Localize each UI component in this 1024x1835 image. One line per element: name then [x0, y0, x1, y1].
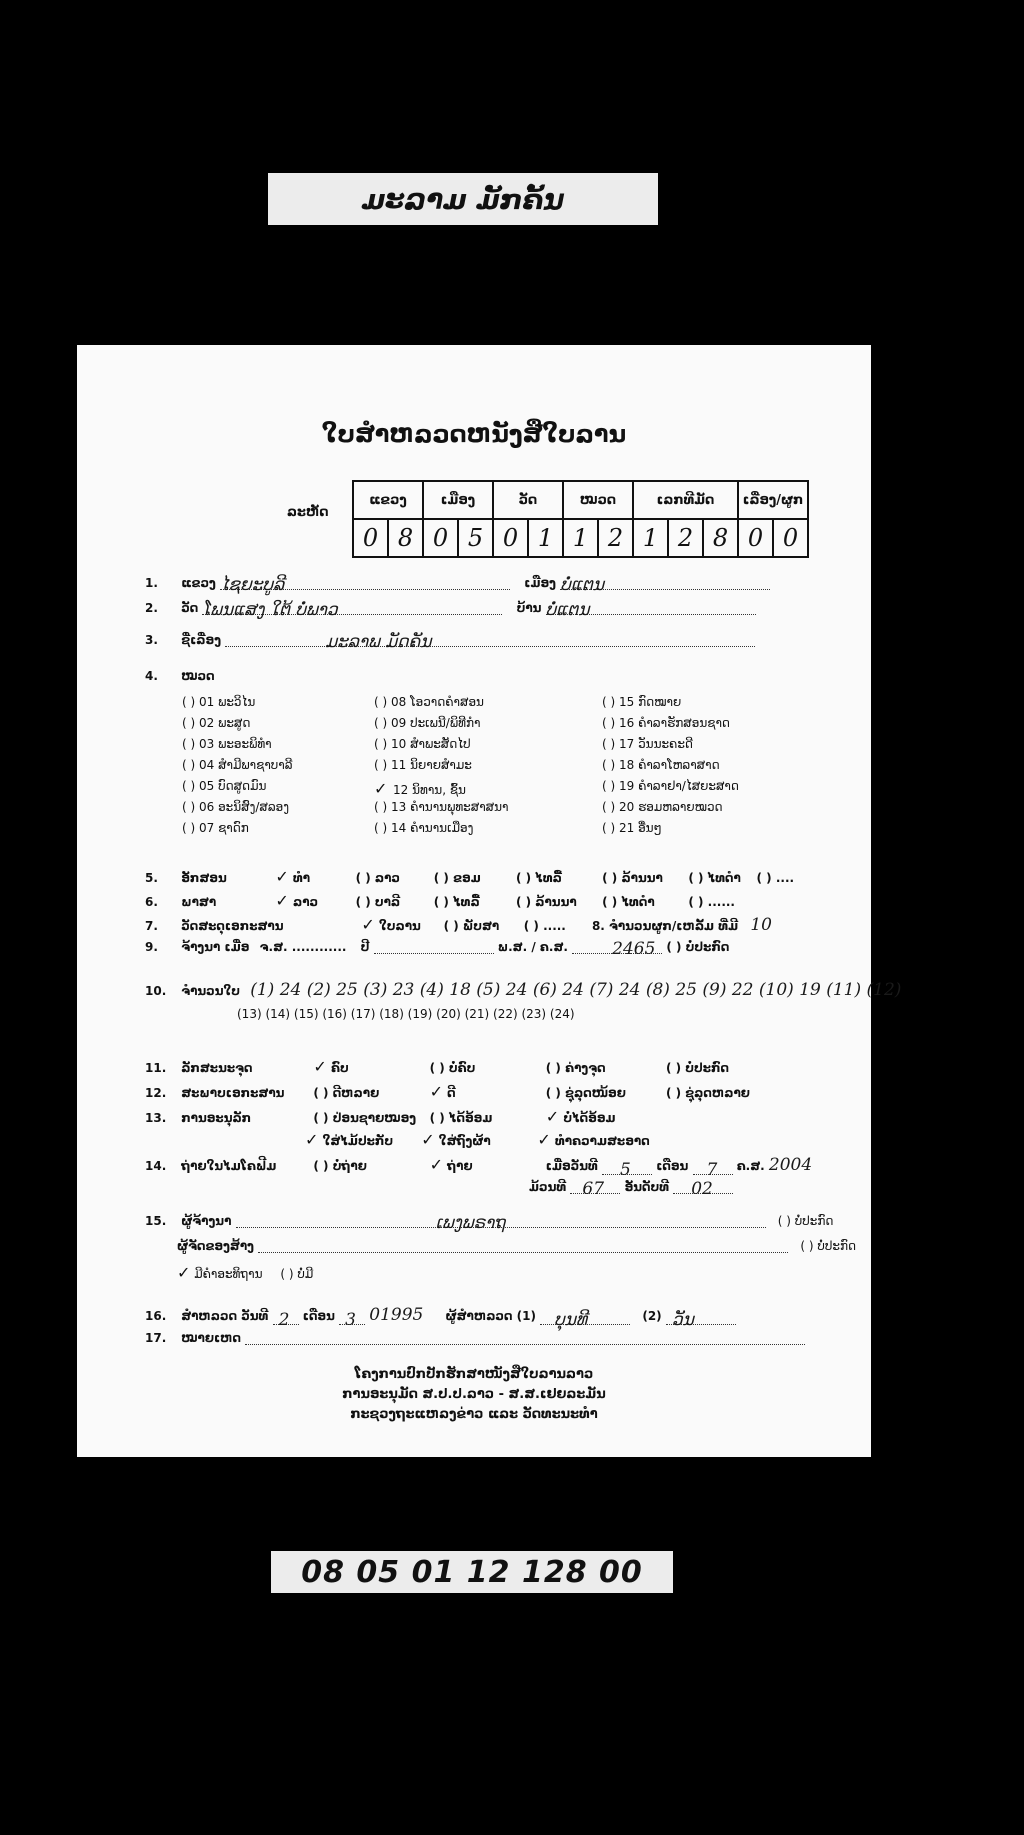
category-option — [182, 758, 293, 772]
code-digit: 0 — [423, 519, 458, 557]
check-mark-icon: ✓ — [313, 1057, 327, 1076]
bundle-count-value: 10 — [750, 915, 772, 935]
row-sponsor: 15. ຜູ້ຈ້າງນາ ເພງພຣາຖ ( ) ບໍ່ປະກົດ — [145, 1213, 834, 1233]
category-option-label: ( ) 08 ໂອວາດຄຳສອນ — [374, 695, 484, 709]
script-option: ( ) ລາວ — [355, 871, 400, 885]
check-mark-icon: ✓ — [545, 1107, 560, 1126]
creation-label: ຈ້າງນາ ເມື່ອ — [181, 940, 250, 954]
condition-option: ( ) ດີຫລາຍ — [313, 1086, 380, 1100]
form-title: ໃບສຳຫລວດຫນັງສືໃບລານ — [321, 420, 627, 448]
conservation-option: ບໍ່ໄດ້ອ້ອມ — [563, 1111, 616, 1125]
row-remarks: 17. ໝາຍເຫດ — [145, 1330, 805, 1345]
sponsor-value: ເພງພຣາຖ — [435, 1213, 506, 1233]
script-option: ທຳ — [292, 871, 311, 885]
top-title-label: ມະລາມ ມັກຄັ້ນ — [268, 173, 658, 225]
script-option: ( ) ລ້ານນາ — [602, 871, 663, 885]
footer-line: ການອະນຸມັດ ສ.ປ.ປ.ລາວ - ສ.ສ.ເຢຍລະມັນ — [342, 1387, 606, 1402]
category-option — [602, 716, 730, 730]
form-footer — [77, 1365, 871, 1425]
code-digit: 0 — [353, 519, 388, 557]
code-label: ລະຫັດ — [287, 505, 329, 520]
row-category: 4. ໝວດ — [145, 669, 215, 683]
conservation-option: ໃສ່ຖົງຜ້າ — [438, 1134, 491, 1148]
category-option — [602, 779, 739, 793]
category-option — [374, 800, 508, 814]
row-language: 6. ພາສາ ✓ ລາວ ( ) ບາລີ ( ) ໄທລື້ ( ) ລ້ານນາ ( ) ໄທດຳ ( ) ...... — [145, 891, 735, 910]
category-option — [602, 695, 681, 709]
script-option: ( ) ໄທລື້ — [515, 871, 562, 885]
category-option-label: ( ) 16 ຄຳລາຮັກສອນຊາດ — [602, 716, 730, 730]
category-option — [602, 737, 693, 751]
row-dedication — [177, 1263, 313, 1282]
survey-month: 3 — [345, 1310, 356, 1330]
code-digit: 1 — [563, 519, 598, 557]
bottom-code-label: 08 05 01 12 128 00 — [271, 1551, 673, 1593]
creation-year-label: ປີ — [360, 940, 370, 954]
row-province: 1. ແຂວງ ໄຊຍະບູລີ ເມືອງ ບໍ່ແຕນ — [145, 575, 770, 590]
surveyor-2-label: (2) — [642, 1309, 662, 1323]
category-option — [602, 758, 720, 772]
survey-year: 01995 — [369, 1305, 424, 1325]
category-option — [374, 821, 473, 835]
microfilm-day: 5 — [620, 1160, 631, 1180]
category-option-label: ( ) 04 ສຳມີພາຊາບາລີ — [182, 758, 293, 772]
frame-value: 02 — [691, 1179, 713, 1199]
completeness-option: ( ) ບໍ່ຄົບ — [429, 1061, 476, 1075]
row-condition: 12. ສະພາບເອກະສານ ( ) ດີຫລາຍ ✓ ດີ ( ) ຊຸ່ລຸດໜ້ອຍ ( ) ຊຸ່ລຸດຫລາຍ — [145, 1082, 750, 1101]
footer-line: ໂຄງການປົກປັກຮັກສາໜັງສືໃບລານລາວ — [354, 1367, 594, 1382]
row-creation-date: 9. ຈ້າງນາ ເມື່ອ ຈ.ສ. ............ ປີ ພ.ສ. / ຄ.ສ. 2465 ( ) ບໍ່ປະກົດ — [145, 939, 730, 959]
category-option-label: ( ) 02 ພະສູດ — [182, 716, 251, 730]
row-completeness: 11. ລັກສະນະຈຸດ ✓ ຄົບ ( ) ບໍ່ຄົບ ( ) ຄ່າງຈຸດ ( ) ບໍ່ປະກົດ — [145, 1057, 729, 1076]
check-mark-icon: ✓ — [537, 1130, 551, 1149]
check-mark-icon: ✓ — [374, 779, 393, 798]
category-option-label: 12 ນິທານ, ຊົ້ນ — [392, 783, 466, 797]
material-option: ( ) ພັບສາ — [443, 919, 500, 933]
surveyor-2: ວັນ — [671, 1310, 694, 1330]
code-digit: 0 — [773, 519, 808, 557]
category-option — [374, 758, 472, 772]
microfilm-month: 7 — [706, 1160, 718, 1180]
bundle-count-label: 8. ຈຳນວນຜູກ/ເຫລັ້ມ ທີ່ມີ — [591, 919, 739, 933]
language-option: ( ) ບາລີ — [355, 895, 401, 909]
language-label: ພາສາ — [181, 895, 217, 909]
code-digit: 2 — [598, 519, 633, 557]
survey-month-label: ເດືອນ — [302, 1309, 335, 1323]
category-option — [182, 779, 266, 793]
code-header: ໝວດ — [563, 481, 633, 519]
row-copyist — [177, 1238, 856, 1253]
microfilm-year: 2004 — [768, 1155, 813, 1175]
survey-date-label: ສຳຫລວດ ວັນທີ — [181, 1309, 269, 1323]
category-option — [182, 716, 250, 730]
script-label: ອັກສອນ — [181, 871, 227, 885]
microfilm-date-label: ເມື່ອວັນທີ — [545, 1159, 598, 1173]
code-header: ເມືອງ — [423, 481, 493, 519]
category-option-label: ( ) 13 ຄຳນານພຸທະສາສນາ — [374, 800, 509, 814]
check-mark-icon: ✓ — [429, 1082, 443, 1101]
material-option: ( ) ..... — [523, 919, 566, 933]
category-option — [374, 716, 480, 730]
category-label: ໝວດ — [181, 669, 215, 683]
completeness-option: ( ) ຄ່າງຈຸດ — [545, 1061, 606, 1075]
leaf-count-line2: (13) (14) (15) (16) (17) (18) (19) (20) (21) (22) (23) (24) — [237, 1007, 575, 1021]
script-option: ( ) ຂອມ — [433, 871, 481, 885]
conservation-option: ( ) ປ່ອນຊາຍໝອງ — [313, 1111, 417, 1125]
footer-line: ກະຊວງຖະແຫລງຂ່າວ ແລະ ວັດທະນະທຳ — [350, 1407, 598, 1422]
category-option-label: ( ) 05 ບົດສູດມົນ — [182, 779, 267, 793]
row-conservation-2 — [305, 1130, 650, 1149]
category-option — [374, 695, 484, 709]
condition-option: ( ) ຊຸ່ລຸດໜ້ອຍ — [545, 1086, 626, 1100]
category-option-label: ( ) 01 ພະວິໄນ — [182, 695, 256, 709]
temple-label: ວັດ — [181, 601, 199, 615]
creation-be-label: ພ.ສ. / ຄ.ສ. — [497, 940, 568, 954]
sponsor-unknown-option: ( ) ບໍ່ປະກົດ — [777, 1214, 834, 1228]
province-value: ໄຊຍະບູລີ — [220, 575, 285, 595]
temple-value: ໂພນແສງ ໃຕ້ ບ່ໍພາວ — [202, 600, 338, 620]
row-leaf-count: 10. ຈຳນວນໃບ (1) 24 (2) 25 (3) 23 (4) 18 (5) 24 (6) 24 (7) 24 (8) 25 (9) 22 (10) 19 (11) (12) — [145, 980, 902, 1000]
category-option-label: ( ) 11 ນິຍາຍສຳມະ — [374, 758, 472, 772]
category-option-label: ( ) 09 ປະເພນີ/ພິທີກຳ — [374, 716, 481, 730]
creation-cs-text: ຈ.ສ. ............ — [259, 940, 347, 954]
completeness-option: ( ) ບໍ່ປະກົດ — [665, 1061, 729, 1075]
completeness-option: ຄົບ — [330, 1061, 349, 1075]
row-script: 5. ອັກສອນ ✓ ທຳ ( ) ລາວ ( ) ຂອມ ( ) ໄທລື້ ( ) ລ້ານນາ ( ) ໄທດຳ ( ) .... — [145, 867, 795, 886]
code-digit: 1 — [528, 519, 563, 557]
category-option-label: ( ) 21 ອື່ນໆ — [602, 821, 662, 835]
category-option — [182, 821, 249, 835]
language-option: ລາວ — [292, 895, 319, 909]
story-title-value: ມະລາພ ມັດຄັນ — [325, 632, 432, 652]
script-option: ( ) ໄທດຳ — [688, 871, 741, 885]
code-digit: 8 — [703, 519, 738, 557]
category-option-label: ( ) 15 ກົດໝາຍ — [602, 695, 682, 709]
category-option — [602, 821, 662, 835]
code-header: ເລື່ອງ/ຜູກ — [738, 481, 808, 519]
copyist-unknown-option: ( ) ບໍ່ປະກົດ — [800, 1239, 857, 1253]
language-option: ( ) ລ້ານນາ — [515, 895, 577, 909]
category-option-label: ( ) 17 ວັນນະຄະດີ — [602, 737, 693, 751]
check-mark-icon: ✓ — [429, 1155, 443, 1174]
row-microfilm: 14. ຖ່າຍໃນໄມໂຄຟີມ ( ) ບໍ່ຖ່າຍ ✓ ຖ່າຍ ເມື່ອວັນທີ 5 ເດືອນ 7 ຄ.ສ. 2004 — [145, 1155, 813, 1180]
language-option: ( ) ໄທລື້ — [433, 895, 480, 909]
code-digit: 5 — [458, 519, 493, 557]
conservation-label: ການອະນຸລັກ — [181, 1111, 252, 1125]
condition-option: ດີ — [447, 1086, 456, 1100]
check-mark-icon: ✓ — [421, 1130, 435, 1149]
material-label: ວັດສະດຸເອກະສານ — [181, 919, 284, 933]
row-material: 7. ວັດສະດຸເອກະສານ ✓ ໃບລານ ( ) ພັບສາ ( ) ..... 8. ຈຳນວນຜູກ/ເຫລັ້ມ ທີ່ມີ 10 — [145, 915, 772, 935]
check-mark-icon: ✓ — [305, 1130, 319, 1149]
category-option-label: ( ) 06 ອະນິສົງ/ສລອງ — [182, 800, 290, 814]
surveyor-1: ບຸນທີ — [554, 1310, 588, 1330]
code-digit: 1 — [633, 519, 668, 557]
province-label: ແຂວງ — [181, 576, 216, 590]
microfilm-option: ຖ່າຍ — [447, 1159, 473, 1173]
code-header: ແຂວງ — [353, 481, 423, 519]
code-digit: 0 — [738, 519, 773, 557]
creation-year-value: 2465 — [612, 939, 656, 959]
leaf-count-line1: (1) 24 (2) 25 (3) 23 (4) 18 (5) 24 (6) 24 (7) 24 (8) 25 (9) 22 (10) 19 (11) (12) — [250, 980, 902, 1000]
code-digit: 2 — [668, 519, 703, 557]
survey-day: 2 — [278, 1310, 290, 1330]
category-option-label: ( ) 18 ຄຳລາໂຫລາສາດ — [602, 758, 720, 772]
conservation-option: ໃສ່ໄມ້ປະກັບ — [322, 1134, 394, 1148]
condition-option: ( ) ຊຸ່ລຸດຫລາຍ — [665, 1086, 750, 1100]
completeness-label: ລັກສະນະຈຸດ — [181, 1061, 253, 1075]
remarks-label: ໝາຍເຫດ — [181, 1331, 242, 1345]
row-microfilm-roll — [529, 1179, 733, 1199]
category-option-label: ( ) 20 ຮອມຫລາຍໝວດ — [602, 800, 723, 814]
row-title: 3. ຊື່ເລື່ອງ ມະລາພ ມັດຄັນ — [145, 632, 755, 647]
dedication-option: ( ) ບໍ່ມີ — [280, 1267, 314, 1281]
story-title-label: ຊື່ເລື່ອງ — [181, 633, 222, 647]
village-label: ບ້ານ — [516, 601, 542, 615]
roll-value: 67 — [582, 1179, 605, 1199]
material-option: ໃບລານ — [378, 919, 421, 933]
code-header: ເລກທີມັດ — [633, 481, 738, 519]
surveyor-label: ຜູ້ສຳຫລວດ (1) — [445, 1309, 536, 1323]
category-option-label: ( ) 10 ສຳພະສັດໄປ — [374, 737, 471, 751]
row-temple: 2. ວັດ ໂພນແສງ ໃຕ້ ບ່ໍພາວ ບ້ານ ບໍ່ແຕນ — [145, 600, 756, 615]
conservation-option: ( ) ໄດ້ອ້ອມ — [429, 1111, 493, 1125]
condition-label: ສະພາບເອກະສານ — [181, 1086, 285, 1100]
category-option — [182, 737, 272, 751]
code-grid — [352, 480, 809, 558]
survey-form-sheet — [77, 345, 902, 1457]
row-survey: 16. ສຳຫລວດ ວັນທີ 2 ເດືອນ 3 01995 ຜູ້ສຳຫລວດ (1) ບຸນທີ (2) ວັນ — [145, 1305, 736, 1325]
microfilm-month-label: ເດືອນ — [656, 1159, 689, 1173]
sponsor-label: ຜູ້ຈ້າງນາ — [181, 1214, 232, 1228]
frame-label: ອັນດັບທີ — [624, 1180, 670, 1194]
dedication-option: ມີຄຳອະທິຖານ — [194, 1267, 263, 1281]
script-option: ( ) .... — [756, 871, 795, 885]
category-option-label: ( ) 03 ພະອະພິທຳ — [182, 737, 272, 751]
code-digit: 0 — [493, 519, 528, 557]
check-mark-icon: ✓ — [275, 867, 289, 886]
microfilm-label: ຖ່າຍໃນໄມໂຄຟີມ — [181, 1159, 277, 1173]
check-mark-icon: ✓ — [177, 1263, 191, 1282]
microfilm-year-label: ຄ.ສ. — [736, 1159, 765, 1173]
language-option: ( ) ...... — [688, 895, 735, 909]
microfilm-option: ( ) ບໍ່ຖ່າຍ — [313, 1159, 367, 1173]
check-mark-icon: ✓ — [275, 891, 289, 910]
category-option — [182, 800, 289, 814]
district-label: ເມືອງ — [524, 576, 556, 590]
leaf-count-label: ຈຳນວນໃບ — [181, 984, 241, 998]
copyist-label: ຜູ້ຈັດຂອງສ້າງ — [177, 1239, 254, 1253]
category-option — [374, 737, 471, 751]
creation-unknown-option: ( ) ບໍ່ປະກົດ — [666, 940, 730, 954]
category-option — [182, 695, 255, 709]
category-option — [374, 779, 466, 798]
check-mark-icon: ✓ — [361, 915, 375, 934]
category-option — [602, 800, 723, 814]
district-value: ບໍ່ແຕນ — [560, 575, 605, 595]
row-conservation: 13. ການອະນຸລັກ ( ) ປ່ອນຊາຍໝອງ ( ) ໄດ້ອ້ອມ ✓ ບໍ່ໄດ້ອ້ອມ — [145, 1107, 616, 1126]
code-digit: 8 — [388, 519, 423, 557]
village-value: ບໍ່ແຕນ — [545, 600, 590, 620]
code-header: ວັດ — [493, 481, 563, 519]
category-option-label: ( ) 19 ຄຳລາຢາ/ໄສຍະສາດ — [602, 779, 739, 793]
conservation-option: ທຳຄວາມສະອາດ — [554, 1134, 650, 1148]
category-option-label: ( ) 14 ຄຳນານເມືອງ — [374, 821, 474, 835]
roll-label: ມ້ວນທີ — [529, 1180, 567, 1194]
language-option: ( ) ໄທດຳ — [602, 895, 655, 909]
category-option-label: ( ) 07 ຊາດົກ — [182, 821, 249, 835]
